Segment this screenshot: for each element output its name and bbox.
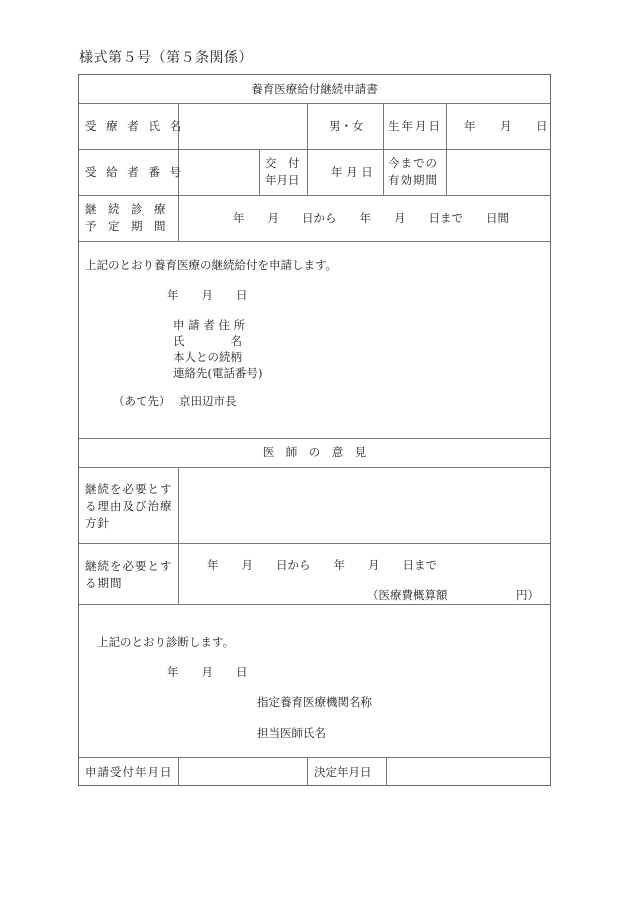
institution-name-label: 指定養育医療機関名称 <box>257 695 372 709</box>
cost-estimate-label: （医療費概算額 <box>367 588 448 602</box>
patient-name-label: 受 療 者 氏 名 <box>85 119 185 133</box>
addressee: 京田辺市長 <box>179 394 237 408</box>
divider <box>386 757 387 786</box>
divider <box>79 467 550 468</box>
divider <box>79 604 550 605</box>
decision-date-label: 決定年月日 <box>314 765 372 779</box>
form-title: 養育医療給付継続申請書 <box>251 82 378 96</box>
continuation-period-field[interactable]: 年 月 日から 年 月 日まで <box>207 558 437 572</box>
valid-period-label-2: 有効期間 <box>388 173 438 187</box>
issue-date-label-2: 年月日 <box>265 173 300 187</box>
doctor-opinion-header: 医 師 の 意 見 <box>262 445 367 459</box>
birthdate-label: 生年月日 <box>388 119 442 133</box>
divider <box>79 543 550 544</box>
diagnosis-date[interactable]: 年 月 日 <box>167 665 248 679</box>
application-form-table <box>78 74 551 786</box>
valid-period-label-1: 今までの <box>388 156 438 170</box>
doctor-name-label: 担当医師氏名 <box>257 726 326 740</box>
birthdate-month[interactable]: 月 <box>500 119 512 133</box>
divider <box>79 438 550 439</box>
applicant-address-label: 申 請 者 住 所 <box>173 318 246 332</box>
period-label: 継続を必要とする期間 <box>85 559 173 590</box>
recipient-number-field[interactable] <box>181 151 257 193</box>
divider <box>79 149 550 150</box>
received-date-field[interactable] <box>181 759 305 784</box>
received-date-label: 申請受付年月日 <box>85 765 173 779</box>
diagnosis-statement: 上記のとおり診断します。 <box>97 635 235 649</box>
divider <box>79 195 550 196</box>
cost-estimate-unit: 円） <box>516 588 539 602</box>
schedule-label-2: 予 定 期 間 <box>85 219 166 233</box>
decision-date-field[interactable] <box>389 759 548 784</box>
relation-label: 本人との続柄 <box>173 350 242 364</box>
patient-name-field[interactable] <box>181 105 305 147</box>
divider <box>178 467 179 604</box>
schedule-label-1: 継 続 診 療 <box>85 202 166 216</box>
form-number: 様式第５号（第５条関係） <box>79 50 253 66</box>
application-statement: 上記のとおり養育医療の継続給付を申請します。 <box>85 258 338 272</box>
reason-label: 継続を必要とする理由及び治療方針 <box>85 482 173 530</box>
divider <box>79 757 550 758</box>
divider <box>307 757 308 786</box>
divider <box>446 103 447 195</box>
recipient-number-label: 受 給 者 番 号 <box>85 165 185 179</box>
contact-label: 連絡先(電話番号) <box>173 366 263 380</box>
divider <box>79 241 550 242</box>
addressee-label: （あて先） <box>113 394 171 408</box>
application-date[interactable]: 年 月 日 <box>167 288 248 302</box>
birthdate-year[interactable]: 年 <box>464 119 476 133</box>
divider <box>259 149 260 195</box>
divider <box>79 103 550 104</box>
divider <box>178 757 179 786</box>
birthdate-day[interactable]: 日 <box>536 119 548 133</box>
sex-choice[interactable]: 男・女 <box>329 119 364 133</box>
valid-period-field[interactable] <box>449 151 548 193</box>
applicant-name-label: 氏 名 <box>173 334 242 348</box>
divider <box>383 103 384 195</box>
schedule-period-field[interactable]: 年 月 日から 年 月 日まで 日間 <box>233 211 509 225</box>
divider <box>307 103 308 195</box>
issue-date-label-1: 交 付 <box>265 156 300 170</box>
issue-date-field[interactable]: 年 月 日 <box>331 165 373 179</box>
reason-field[interactable] <box>181 469 547 541</box>
